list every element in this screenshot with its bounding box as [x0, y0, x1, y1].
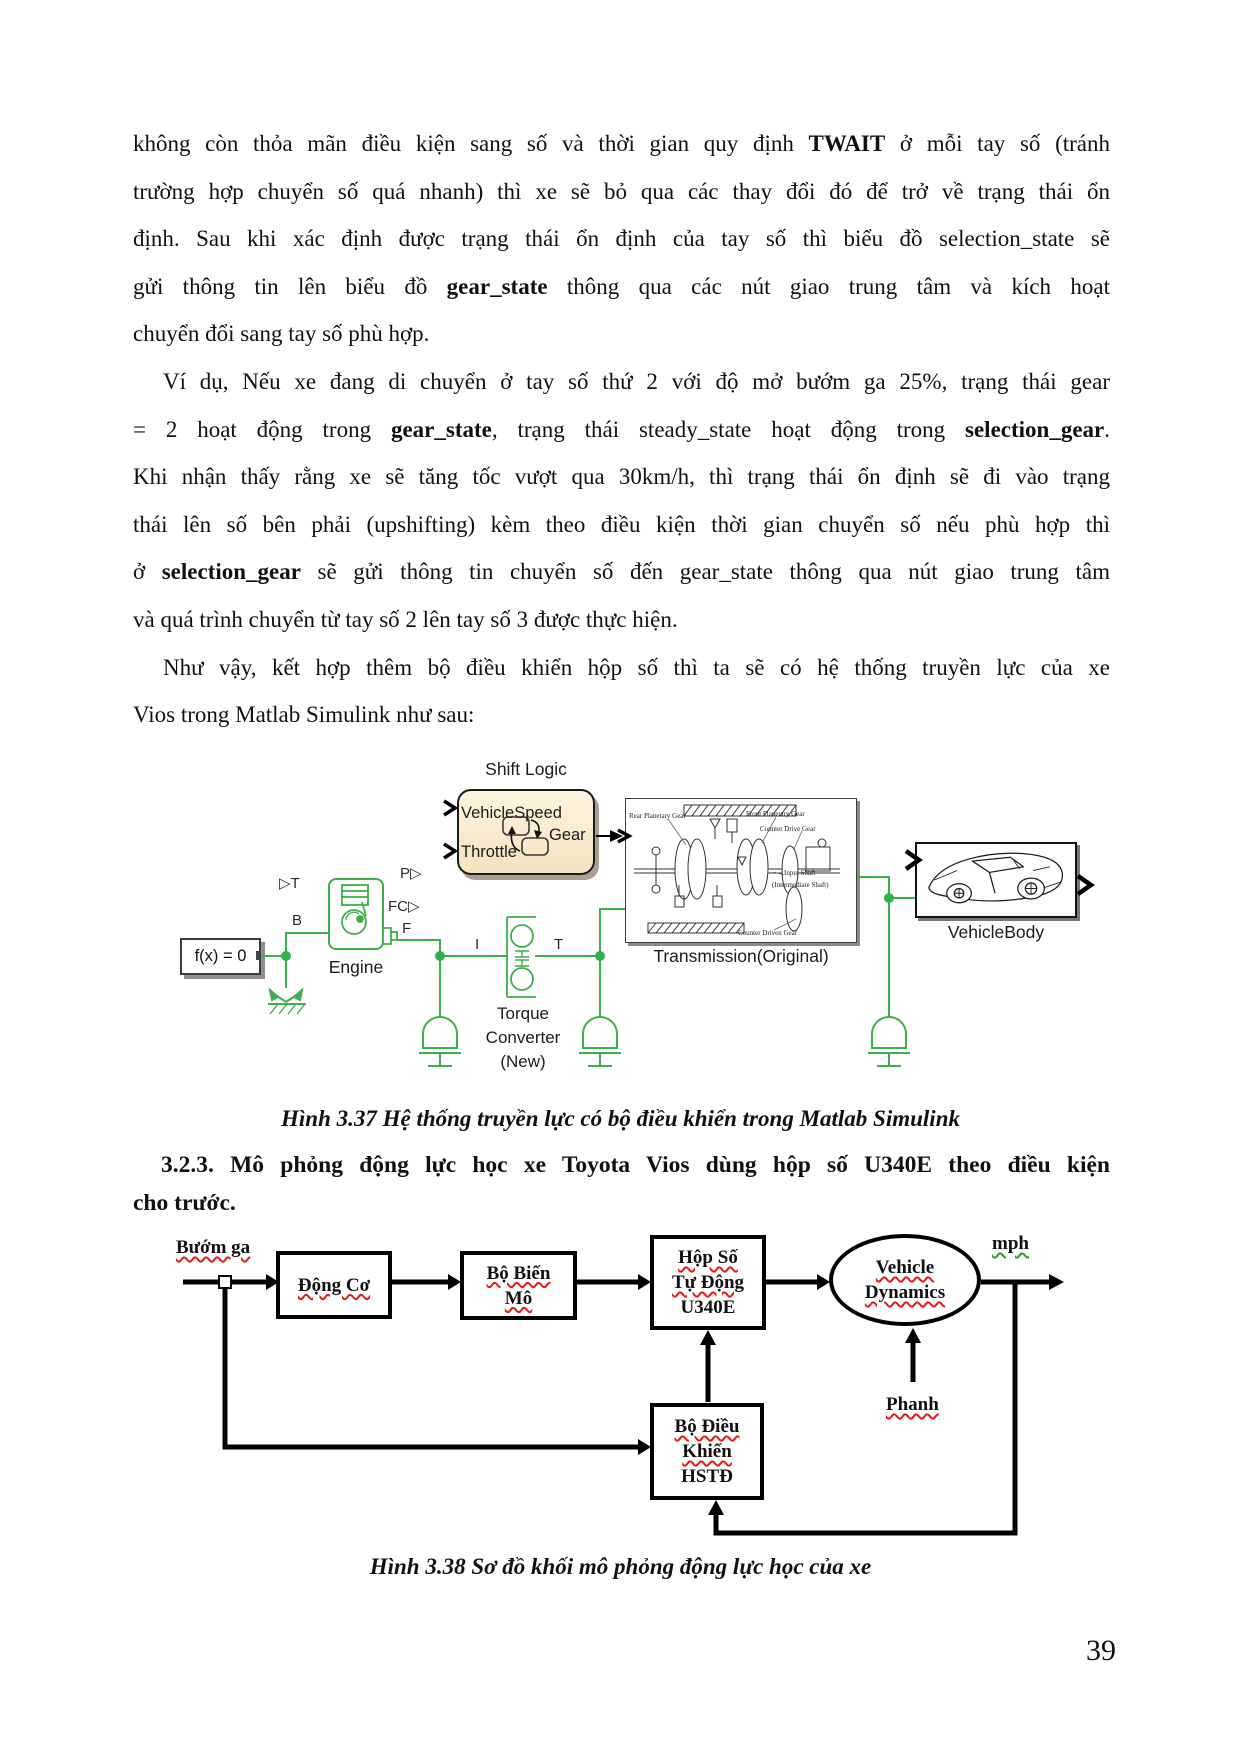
engine-label: Engine	[328, 957, 384, 977]
torque-converter-label-line: Torque	[497, 1004, 549, 1023]
transmission-drawing	[626, 799, 855, 941]
text-line	[133, 358, 1110, 406]
text-segment: không còn thỏa mãn điều kiện sang số và thời gian quy định	[133, 131, 809, 156]
vehicle-body-label: VehicleBody	[947, 922, 1045, 942]
torque-converter-label-line: Converter	[485, 1028, 561, 1047]
text-line	[133, 120, 1110, 168]
text-line	[133, 168, 1110, 216]
gearbox-box-label: Hộp Số	[678, 1247, 738, 1268]
transmission-note: Rear Planetary Gear	[629, 812, 686, 820]
shift-logic-title: Shift Logic	[485, 759, 567, 779]
section-heading-line: 3.2.3. Mô phỏng động lực học xe Toyota Vios dùng hộp số U340E theo điều kiện	[161, 1152, 1110, 1178]
engine-port-p-label: P▷	[400, 865, 422, 882]
text-segment: thái lên số bên phải (upshifting) kèm theo điều kiện thời gian chuyển số nếu phù hợp thì	[133, 511, 1110, 537]
torque-port-i-label: I	[475, 936, 480, 953]
engine-port-f-label: F	[402, 920, 412, 937]
transmission-block	[625, 798, 857, 943]
text-line	[133, 691, 1110, 739]
torque-converter-label	[455, 1002, 591, 1074]
controller-box-label: Bộ Điều	[674, 1416, 740, 1437]
transmission-label: Transmission(Original)	[653, 946, 829, 966]
text-line	[133, 644, 1110, 692]
engine-port-t-label: ▷T	[279, 875, 300, 892]
engine-box-label: Động Cơ	[297, 1274, 371, 1296]
text-segment: thông qua các nút giao trung tâm và kích hoạt	[547, 273, 1110, 299]
text-segment: Như vậy, kết hợp thêm bộ điều khiển hộp số thì ta sẽ có hệ thống truyền lực của xe	[163, 654, 1110, 680]
text-segment: trường hợp chuyển số quá nhanh) thì xe sẽ bỏ qua các thay đổi đó để trở về trạng thái ổn	[133, 178, 1110, 204]
mph-output-label: mph	[992, 1233, 1029, 1254]
text-segment: Vios trong Matlab Simulink như sau:	[133, 702, 475, 728]
torque-converter-icon	[507, 917, 536, 997]
page-number: 39	[1086, 1634, 1116, 1667]
solver-label: f(x) = 0	[194, 947, 247, 965]
transmission-note: Counter Driven Gear	[738, 929, 798, 937]
shift-logic-input-throttle: Throttle	[461, 843, 517, 861]
torque-converter-box-label: Bộ Biến	[486, 1262, 551, 1284]
ground-icon	[268, 990, 306, 1014]
text-segment: chuyển đổi sang tay số phù hợp.	[133, 321, 430, 347]
figure-caption: Hình 3.38 Sơ đồ khối mô phỏng động lực học của xe	[369, 1554, 872, 1579]
engine-port-b-label: B	[292, 912, 303, 929]
gearbox-box	[650, 1235, 766, 1330]
text-segment: Khi nhận thấy rằng xe sẽ tăng tốc vượt qua 30km/h, thì trạng thái ổn định sẽ đi vào trạng	[133, 464, 1110, 490]
signal-arrow	[596, 830, 623, 842]
vehicle-dynamics-ellipse	[829, 1234, 981, 1326]
shift-logic-output-gear: Gear	[549, 826, 586, 844]
transmission-note: Counter Drive Gear	[760, 825, 816, 833]
controller-box-label: HSTĐ	[681, 1466, 733, 1487]
text-segment-bold: selection_gear	[161, 559, 301, 585]
torque-converter-box-label: Mô	[504, 1287, 533, 1309]
text-segment-bold: selection_gear	[965, 416, 1105, 442]
gearbox-box-label: U340E	[680, 1297, 736, 1318]
section-heading	[133, 1146, 1110, 1222]
transmission-note: Front Planetary Gear	[746, 810, 805, 818]
text-line	[133, 406, 1110, 454]
controller-box-label: Khiển	[682, 1441, 732, 1462]
text-segment-bold: TWAIT	[808, 131, 886, 156]
text-line	[133, 453, 1110, 501]
brake-label: Phanh	[886, 1394, 939, 1415]
engine-box	[276, 1251, 392, 1319]
text-segment-bold: gear_state	[446, 273, 548, 299]
text-segment-bold: gear_state	[390, 416, 492, 442]
controller-box	[650, 1403, 764, 1500]
text-line	[133, 501, 1110, 549]
shift-logic-input-vehiclespeed: VehicleSpeed	[461, 804, 562, 822]
torque-converter-box	[460, 1251, 577, 1320]
solver-block	[180, 938, 261, 975]
text-segment: gửi thông tin lên biểu đồ	[133, 273, 447, 299]
text-segment: .	[1104, 416, 1110, 442]
throttle-input-label: Bướm ga	[176, 1237, 251, 1258]
torque-port-t-label: T	[554, 936, 564, 953]
car-drawing	[917, 844, 1075, 916]
transmission-note: (Intermediate Shaft)	[772, 881, 829, 889]
figure-caption: Hình 3.37 Hệ thống truyền lực có bộ điều khiển trong Matlab Simulink	[281, 1106, 960, 1131]
vehicle-dynamics-label: Vehicle	[875, 1257, 935, 1278]
vehicle-body-block	[915, 842, 1077, 918]
gearbox-box-label: Tự Động	[671, 1272, 745, 1293]
text-segment: Ví dụ, Nếu xe đang di chuyển ở tay số thứ 2 với độ mở bướm ga 25%, trạng thái gear	[163, 368, 1110, 394]
engine-port-tab	[383, 928, 397, 944]
text-line	[133, 263, 1110, 311]
text-line	[133, 548, 1110, 596]
transmission-note: Input Shaft	[784, 869, 816, 877]
text-segment: ở	[133, 559, 162, 585]
text-segment: định. Sau khi xác định được trạng thái ổn định của tay số thì biểu đồ selection_state sẽ	[133, 226, 1110, 252]
body-text	[133, 120, 1110, 739]
engine-block	[328, 878, 384, 950]
text-line	[133, 596, 1110, 644]
section-heading-line: cho trước.	[133, 1190, 236, 1216]
text-segment: = 2 hoạt động trong	[133, 416, 391, 442]
text-line	[133, 215, 1110, 263]
text-segment: , trạng thái steady_state hoạt động trong	[491, 416, 966, 442]
torque-converter-label-line: (New)	[500, 1052, 546, 1071]
text-segment: và quá trình chuyển từ tay số 2 lên tay số 3 được thực hiện.	[133, 606, 678, 632]
vehicle-dynamics-label: Dynamics	[864, 1282, 946, 1303]
junction-square	[219, 1276, 231, 1288]
text-line	[133, 310, 1110, 358]
engine-port-fc-label: FC▷	[388, 898, 420, 915]
text-segment: sẽ gửi thông tin chuyển số đến gear_state thông qua nút giao trung tâm	[300, 559, 1110, 585]
text-segment: ở mỗi tay số (tránh	[885, 131, 1110, 156]
